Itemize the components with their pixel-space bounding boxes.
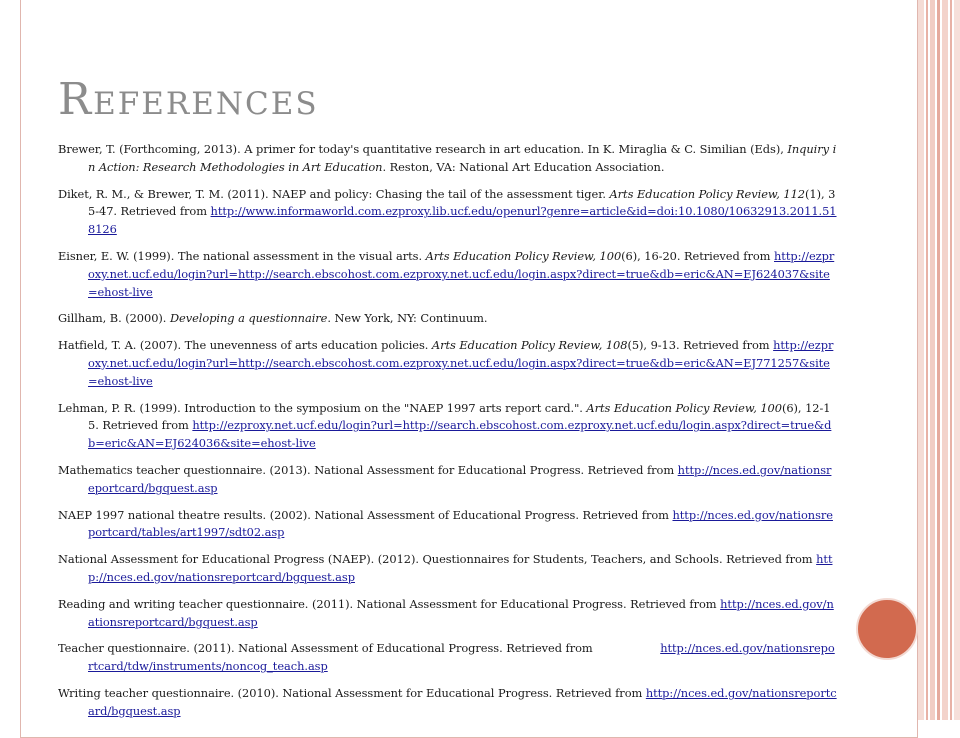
- reference-link[interactable]: http://ezproxy.net.ucf.edu/login?url=http://search.ebscohost.com.ezproxy.net.ucf.edu/login.aspx?direct=true&db=eric&AN=EJ624036&site=ehost-live: [88, 418, 832, 451]
- reference-item: [58, 462, 838, 498]
- reference-text: (6), 16-20. Retrieved from: [621, 248, 774, 263]
- reference-link[interactable]: http://nces.ed.gov/nationsreportcard/bgquest.asp: [88, 685, 837, 718]
- reference-link[interactable]: http://ezproxy.net.ucf.edu/login?url=http://search.ebscohost.com.ezproxy.net.ucf.edu/login.aspx?direct=true&db=eric&AN=EJ771257&site=ehost-live: [88, 338, 834, 388]
- reference-list: [58, 141, 838, 730]
- reference-link[interactable]: http://nces.ed.gov/nationsreportcard/bgquest.asp: [88, 596, 834, 629]
- reference-link[interactable]: http://nces.ed.gov/nationsreportcard/tdw/instruments/noncog_teach.asp: [88, 641, 835, 674]
- reference-title: Arts Education Policy Review, 100: [586, 400, 782, 415]
- reference-text: Teacher questionnaire. (2011). National Assessment of Educational Progress. Retrieved from: [58, 641, 597, 656]
- reference-title: Arts Education Policy Review, 100: [425, 248, 622, 263]
- reference-link[interactable]: http://nces.ed.gov/nationsreportcard/tables/art1997/sdt02.asp: [88, 507, 833, 540]
- reference-link[interactable]: http://nces.ed.gov/nationsreportcard/bgquest.asp: [88, 552, 833, 584]
- reference-item: [58, 141, 838, 177]
- reference-text: . New York, NY: Continuum.: [327, 311, 488, 326]
- slide-title: References: [58, 74, 319, 125]
- reference-item: [58, 640, 838, 676]
- reference-text: Hatfield, T. A. (2007). The unevenness of arts education policies.: [58, 338, 432, 353]
- reference-title: Inquiry in Action: Research Methodologies in Art Education: [88, 142, 837, 174]
- reference-link[interactable]: http://ezproxy.net.ucf.edu/login?url=http://search.ebscohost.com.ezproxy.net.ucf.edu/login.aspx?direct=true&db=eric&AN=EJ624037&site=ehost-live: [88, 248, 835, 299]
- reference-text: (1), 35-47. Retrieved from: [88, 186, 836, 219]
- reference-item: [58, 685, 838, 721]
- reference-title: Developing a questionnaire: [169, 311, 328, 326]
- decorative-stripes: [918, 0, 960, 720]
- reference-text: National Assessment for Educational Progress (NAEP). (2012). Questionnaires for Students, Teachers, and Schools. Retrieved from: [58, 552, 817, 567]
- reference-text: Eisner, E. W. (1999). The national assessment in the visual arts.: [58, 248, 426, 263]
- reference-item: [58, 507, 838, 543]
- reference-item: [58, 337, 838, 390]
- reference-text: Reading and writing teacher questionnaire. (2011). National Assessment for Educational Progress. Retrieved from: [58, 596, 721, 611]
- reference-item: [58, 186, 838, 239]
- reference-item: [58, 596, 838, 632]
- reference-text: Gillham, B. (2000).: [58, 311, 170, 326]
- reference-item: [58, 400, 838, 453]
- reference-text: (5), 9-13. Retrieved from: [627, 338, 774, 353]
- reference-title: Arts Education Policy Review, 112: [609, 186, 805, 201]
- reference-text: Diket, R. M., & Brewer, T. M. (2011). NAEP and policy: Chasing the tail of the assessment tiger.: [58, 186, 610, 201]
- reference-item: [58, 248, 838, 301]
- reference-text: (6), 12-15. Retrieved from: [88, 400, 831, 433]
- reference-text: Brewer, T. (Forthcoming, 2013). A primer for today's quantitative research in art education. In K. Miraglia & C. Similian (Eds),: [58, 142, 788, 156]
- reference-item: [58, 551, 838, 587]
- reference-text: Writing teacher questionnaire. (2010). National Assessment for Educational Progress. Retrieved from: [58, 685, 646, 700]
- reference-item: [58, 310, 838, 328]
- reference-link[interactable]: http://www.informaworld.com.ezproxy.lib.ucf.edu/openurl?genre=article&id=doi:10.1080/10632913.2011.518126: [88, 204, 837, 237]
- reference-text: Lehman, P. R. (1999). Introduction to the symposium on the "NAEP 1997 arts report card.".: [58, 400, 587, 415]
- reference-title: Arts Education Policy Review, 108: [431, 338, 628, 353]
- reference-link[interactable]: http://nces.ed.gov/nationsreportcard/bgquest.asp: [88, 462, 832, 495]
- reference-text: NAEP 1997 national theatre results. (2002). National Assessment of Educational Progress. Retrieved from: [58, 507, 673, 522]
- accent-circle: [856, 598, 918, 660]
- reference-text: Mathematics teacher questionnaire. (2013). National Assessment for Educational Progress. Retrieved from: [58, 462, 678, 477]
- reference-text: . Reston, VA: National Art Education Association.: [382, 159, 665, 174]
